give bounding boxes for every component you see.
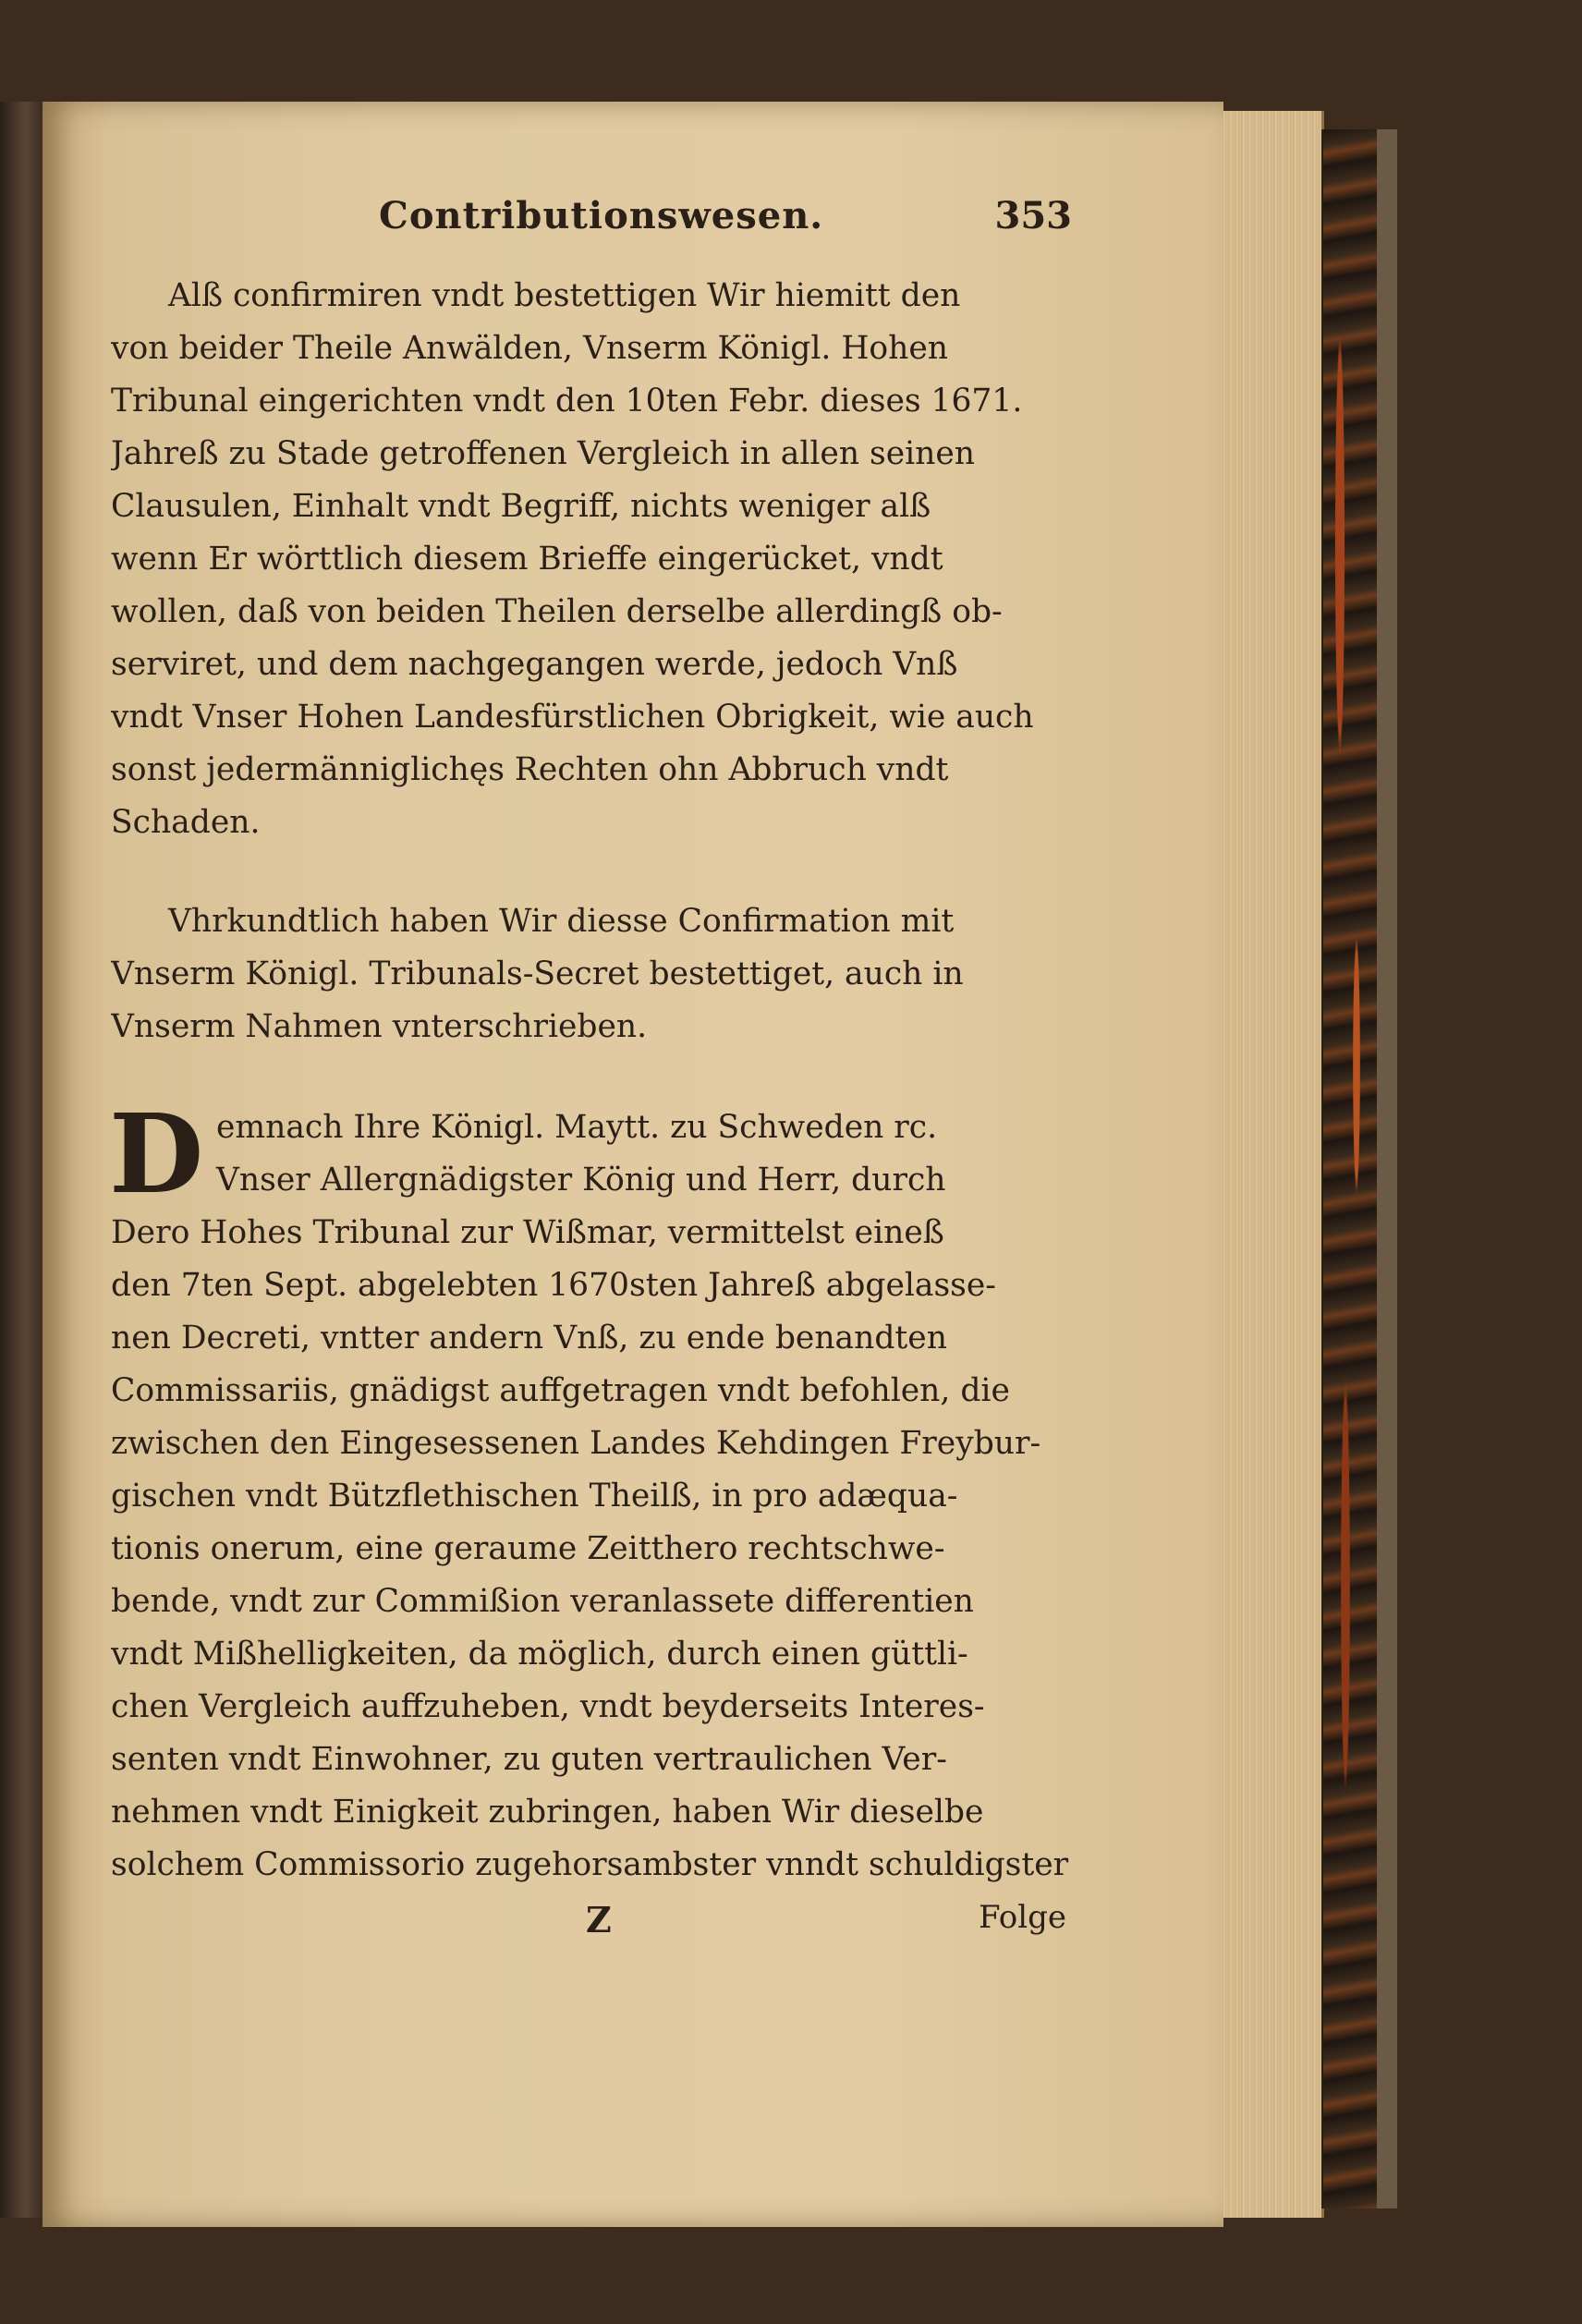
text-line: senten vndt Einwohner, zu guten vertraulichen Ver- [111, 1741, 947, 1778]
text-line: wenn Er wörttlich diesem Brieffe eingerücket, vndt [111, 541, 943, 578]
text-line: gischen vndt Bützflethischen Theilß, in pro adæqua- [111, 1478, 958, 1515]
text-line: Vnser Allergnädigster König und Herr, durch [216, 1162, 946, 1199]
text-line: zwischen den Eingesessenen Landes Kehdingen Freybur- [111, 1425, 1041, 1462]
page-text [111, 194, 1072, 1954]
text-line: Commissariis, gnädigst auffgetragen vndt befohlen, die [111, 1372, 1010, 1409]
text-line: von beider Theile Anwälden, Vnserm Königl. Hohen [111, 330, 949, 367]
text-line: chen Vergleich auffzuheben, vndt beyderseits Interes- [111, 1688, 985, 1725]
text-line: Schaden. [111, 804, 261, 841]
text-line: vndt Vnser Hohen Landesfürstlichen Obrigkeit, wie auch [111, 699, 1034, 736]
text-line: Jahreß zu Stade getroffenen Vergleich in allen seinen [111, 435, 976, 472]
text-line: emnach Ihre Königl. Maytt. zu Schweden rc. [216, 1109, 938, 1146]
text-line: solchem Commissorio zugehorsambster vnndt schuldigster [111, 1846, 1069, 1883]
text-line: tionis onerum, eine geraume Zeitthero rechtschwe- [111, 1530, 945, 1567]
text-line: Vhrkundtlich haben Wir diesse Confirmation mit [168, 903, 955, 940]
text-line: Alß confirmiren vndt bestettigen Wir hiemitt den [168, 277, 961, 314]
running-head [111, 194, 1072, 249]
text-line: den 7ten Sept. abgelebten 1670sten Jahreß abgelasse- [111, 1267, 996, 1304]
text-line: bende, vndt zur Commißion veranlassete differentien [111, 1583, 974, 1620]
marbled-cover [1321, 129, 1379, 2208]
text-line: sonst jedermänniglichęs Rechten ohn Abbruch vndt [111, 751, 949, 788]
text-line: Vnserm Nahmen vnterschrieben. [111, 1008, 648, 1045]
catchword: Folge [979, 1899, 1066, 1936]
text-line: serviret, und dem nachgegangen werde, jedoch Vnß [111, 646, 958, 683]
page-footer [111, 1899, 1072, 1954]
page-number: 353 [994, 194, 1072, 237]
text-line: Vnserm Königl. Tribunals-Secret bestettiget, auch in [111, 955, 964, 992]
cover-edge [1377, 129, 1397, 2208]
page-title: Contributionswesen. [379, 194, 824, 237]
text-line: Dero Hohes Tribunal zur Wißmar, vermittelst eineß [111, 1214, 944, 1251]
paragraph-confirmation [111, 270, 1072, 849]
previous-page-edge [0, 102, 43, 2218]
text-line: Tribunal eingerichten vndt den 10ten Febr. dieses 1671. [111, 383, 1023, 420]
text-line: vndt Mißhelligkeiten, da möglich, durch einen güttli- [111, 1636, 968, 1673]
text-line: nehmen vndt Einigkeit zubringen, haben Wir dieselbe [111, 1794, 984, 1831]
text-line: wollen, daß von beiden Theilen derselbe allerdingß ob- [111, 593, 1003, 630]
page-edges [1220, 111, 1324, 2218]
paragraph-attestation [111, 895, 1072, 1053]
drop-cap: D [109, 1089, 204, 1218]
text-line: Clausulen, Einhalt vndt Begriff, nichts weniger alß [111, 488, 931, 525]
signature-mark: Z [586, 1899, 612, 1941]
paragraph-decree [109, 1089, 1072, 1892]
text-line: nen Decreti, vntter andern Vnß, zu ende benandten [111, 1320, 947, 1357]
